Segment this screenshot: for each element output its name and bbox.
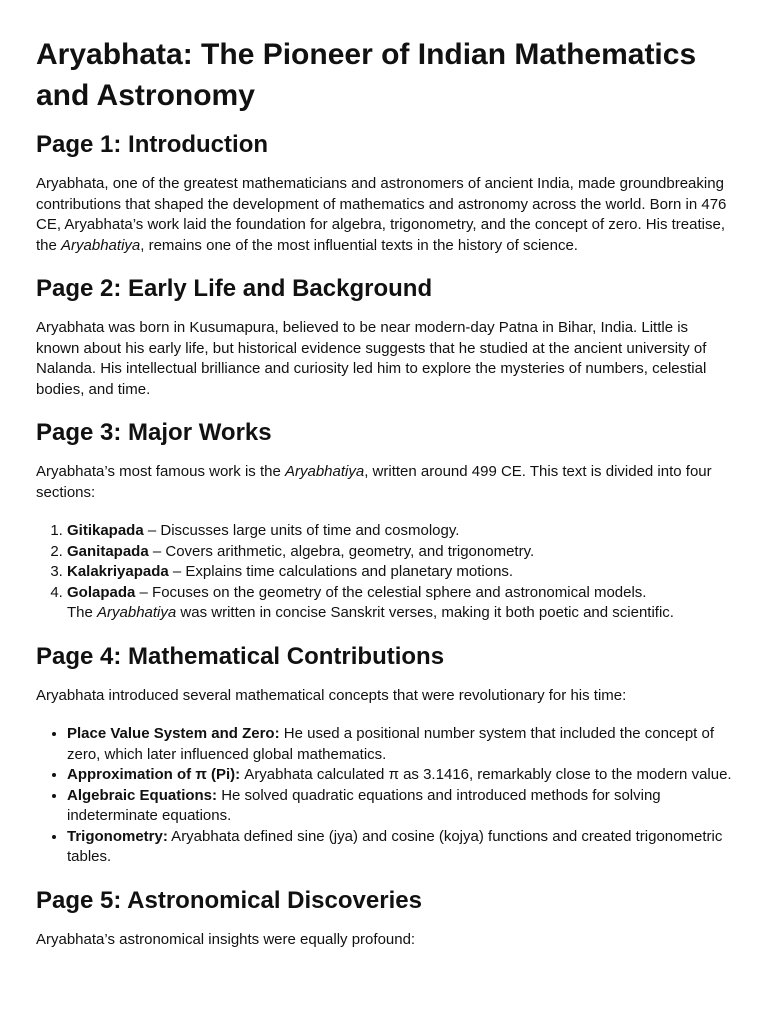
text-run: Aryabhata’s most famous work is the (36, 463, 285, 480)
text-run: – Explains time calculations and planetary motions. (168, 563, 514, 580)
text-run: He used a positional number system that included the concept of zero, which later influenced global mathematics. (67, 725, 715, 763)
text-run: Aryabhata defined sine (jya) and cosine (kojya) functions and created trigonometric tables. (67, 827, 723, 865)
text-run: was written in concise Sanskrit verses, making it both poetic and scientific. (176, 604, 674, 621)
list-item (67, 724, 732, 765)
section-mathematical-contributions (36, 642, 732, 868)
bold-term: Approximation of π (Pi): (67, 766, 241, 783)
text-run: He solved quadratic equations and introduced methods for solving indeterminate equations. (67, 786, 661, 824)
text-run: – Covers arithmetic, algebra, geometry, and trigonometry. (148, 542, 535, 560)
section-heading: Page 4: Mathematical Contributions (36, 642, 445, 670)
section-paragraph (36, 174, 732, 256)
list-item (67, 786, 732, 827)
list-item (67, 583, 732, 624)
text-run: , remains one of the most influential texts in the history of science. (140, 236, 578, 254)
bold-term: Trigonometry: (67, 827, 168, 845)
italic-title: Aryabhatiya (61, 236, 141, 254)
text-run: The (67, 604, 98, 621)
section-heading: Page 1: Introduction (36, 131, 269, 158)
bold-term: Place Value System and Zero: (67, 725, 280, 742)
text-run: Aryabhata, one of the greatest mathematicians and astronomers of ancient India, made groundbreaking contributions that shaped the development of mathematics and astronomy across the world. Born in 476 CE, Aryabhata’s work laid the foundation for algebra, trigonometry, and the concept of zero. His treatise, the (36, 175, 727, 254)
text-run: – Discusses large units of time and cosmology. (143, 522, 460, 539)
section-paragraph (36, 462, 732, 503)
list-item (67, 827, 732, 868)
section-heading: Page 3: Major Works (36, 419, 272, 446)
list-item (67, 521, 732, 542)
section-introduction (36, 130, 732, 256)
section-heading: Page 5: Astronomical Discoveries (36, 886, 422, 914)
text-run: , written around 499 CE. This text is divided into four sections: (36, 463, 712, 501)
document-title: Aryabhata: The Pioneer of Indian Mathematics and Astronomy (36, 38, 697, 112)
text-run: Aryabhata’s astronomical insights were equally profound: (36, 930, 416, 948)
bold-term: Golapada (67, 583, 136, 601)
list-item (67, 542, 732, 563)
bold-term: Gitikapada (67, 522, 144, 539)
section-early-life (36, 274, 732, 400)
section-paragraph (36, 686, 732, 707)
section-major-works (36, 418, 732, 624)
section-paragraph (36, 318, 732, 400)
italic-title: Aryabhatiya (97, 604, 177, 621)
section-paragraph (36, 930, 732, 951)
bold-term: Kalakriyapada (67, 563, 169, 580)
works-list (36, 521, 732, 624)
list-item (67, 562, 732, 583)
section-astronomical-discoveries (36, 886, 732, 951)
text-run: Aryabhata introduced several mathematical concepts that were revolutionary for his time: (36, 686, 627, 704)
text-run: – Focuses on the geometry of the celestial sphere and astronomical models. (135, 583, 647, 601)
text-run: Aryabhata calculated π as 3.1416, remarkably close to the modern value. (240, 766, 732, 783)
text-run: Aryabhata was born in Kusumapura, believed to be near modern-day Patna in Bihar, India. Little is known about his early life, but historical evidence suggests that he studied at the ancient university of Nalanda. His intellectual brilliance and curiosity led him to explore the mysteries of numbers, celestial bodies, and time. (36, 319, 707, 398)
bold-term: Algebraic Equations: (67, 786, 218, 804)
section-heading: Page 2: Early Life and Background (36, 275, 433, 302)
bold-term: Ganitapada (67, 542, 149, 560)
contributions-list (36, 724, 732, 868)
italic-title: Aryabhatiya (285, 463, 365, 480)
list-item (67, 765, 732, 786)
